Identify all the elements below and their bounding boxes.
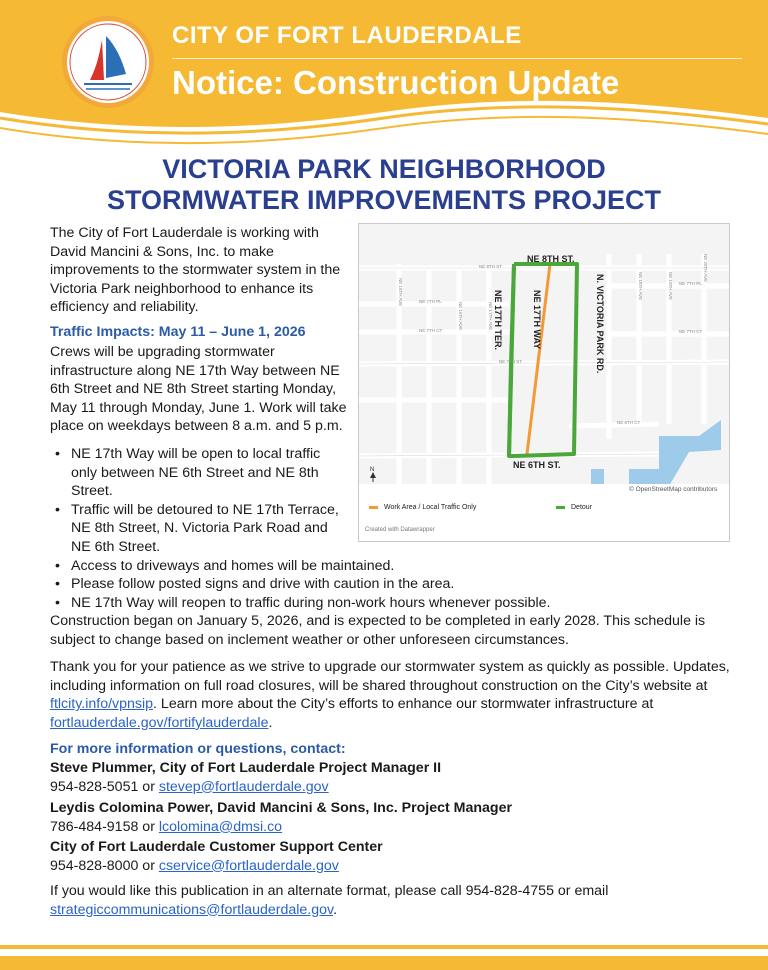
contact-details [50,818,512,837]
label-ne-8th-st: NE 8TH ST. [527,254,575,264]
label-ne-6th-st: NE 6TH ST. [513,460,561,470]
thanks-text-1: Thank you for your patience as we strive to upgrade our stormwater system as quickly as possible. Updates, including information on full road closures, will be shared throughout construction on the City’s website at [50,659,730,694]
small-label-ne-7th-ct-right: NE 7TH CT [679,329,703,334]
project-title-line-2: STORMWATER IMPROVEMENTS PROJECT [106,185,662,215]
map-credit: Created with Datawrapper [365,527,435,533]
small-label-ne-6th-ct: NE 6TH CT [617,420,641,425]
bullet-item: • Please follow posted signs and drive with caution in the area. [50,575,610,594]
north-arrow-label: N [370,467,375,473]
bullet-item: • Traffic will be detoured to NE 17th Terrace, NE 8th Street, N. Victoria Park Road and NE 6th Street. [50,501,341,557]
map-graphic [359,224,729,541]
legend-swatch-green [556,506,565,509]
intro-paragraph: The City of Fort Lauderdale is working with David Mancini & Sons, Inc. to make improvements to the stormwater system in the Victoria Park neighborhood to enhance its efficiency and reliability. [50,225,341,316]
small-label-ne-7th-ct: NE 7TH CT [419,328,443,333]
small-label-ne-16th-ave: NE 16TH AVE [458,302,463,331]
header-banner [0,0,768,150]
small-label-ne-7th-st: NE 7TH ST [499,359,523,364]
contact-details [50,857,383,876]
bullet-item: • Access to driveways and homes will be maintained. [50,557,610,576]
contact-phone: 954-828-8000 [50,857,139,874]
small-label-ne-18th-ave: NE 18TH AVE [638,272,643,301]
contact-block [50,799,512,836]
contact-phone: 954-828-5051 [50,778,139,795]
alternate-end: . [333,901,338,918]
contact-or: or [138,778,159,795]
contact-email-link[interactable]: stevep@fortlauderdale.gov [158,778,329,795]
bullet-item: • NE 17th Way will be open to local traffic only between NE 6th Street and NE 8th Street. [50,445,341,501]
header-divider [172,58,742,59]
legend-detour-label: Detour [571,504,593,511]
contact-name: Steve Plummer, City of Fort Lauderdale Project Manager II [50,760,442,776]
construction-paragraph: Construction began on January 5, 2026, and is expected to be completed in early 2028. This schedule is subject to change based on inclement weather or other unforeseen circumstances. [50,613,706,648]
vpnsip-link[interactable]: ftlcity.info/vpnsip [50,696,154,713]
notice-title: Notice: Construction Update [172,64,620,101]
alternate-text: If you would like this publication in an alternate format, please call 954-828-4755 or email [50,883,609,899]
label-ne-17th-ter: NE 17TH TER. [493,290,503,351]
bullet-item: • NE 17th Way will reopen to traffic during non-work hours whenever possible. [50,594,610,613]
city-name: CITY OF FORT LAUDERDALE [172,22,522,49]
small-label-ne-7th-pl-right: NE 7TH PL [679,281,702,286]
alternate-format-paragraph [50,882,730,919]
small-label-ne-20th-ave: NE 20TH AVE [703,254,708,283]
small-label-ne-7th-pl: NE 7TH PL [419,299,442,304]
legend-swatch-orange [369,506,378,509]
small-label-ne-15th-ave: NE 15TH AVE [398,278,403,307]
traffic-impacts-body: Crews will be upgrading stormwater infrastructure along NE 17th Way between NE 6th Street and NE 8th Street starting Monday, May 11 through Monday, June 1. Work will take place on weekdays between 8 a.m. and 5 p.m. [50,344,347,435]
small-label-ne-8th: NE 8TH ST [479,264,503,269]
detour-map [358,223,730,542]
contact-name: Leydis Colomina Power, David Mancini & Sons, Inc. Project Manager [50,800,512,816]
contact-email-link[interactable]: cservice@fortlauderdale.gov [158,857,339,874]
label-ne-17th-way: NE 17TH WAY [532,290,542,350]
contact-details [50,778,441,797]
city-seal-logo [60,14,156,110]
contact-or: or [138,857,159,874]
legend-work-area [369,504,476,511]
fortify-lauderdale-link[interactable]: fortlauderdale.gov/fortifylauderdale [50,714,269,731]
strategic-communications-email-link[interactable]: strategiccommunications@fortlauderdale.gov [50,901,334,918]
footer-band [0,956,768,970]
contact-phone: 786-484-9158 [50,818,139,835]
contact-block [50,838,383,875]
legend-detour [556,504,592,511]
thanks-text-3: . [268,714,273,731]
label-n-victoria-park-rd: N. VICTORIA PARK RD. [595,274,605,374]
traffic-impacts-heading: Traffic Impacts: May 11 – June 1, 2026 [50,324,306,340]
map-attribution: © OpenStreetMap contributors [629,486,718,493]
contact-block [50,759,441,796]
project-title-line-1: VICTORIA PARK NEIGHBORHOOD [162,154,606,184]
legend-work-area-label: Work Area / Local Traffic Only [384,504,477,511]
footer-divider [0,945,768,949]
contact-name: City of Fort Lauderdale Customer Support Center [50,839,383,855]
thank-you-paragraph [50,658,730,732]
small-label-ne-19th-ave: NE 19TH AVE [668,272,673,301]
thanks-text-2: . Learn more about the City’s efforts to enhance our stormwater infrastructure at [153,696,654,713]
contact-email-link[interactable]: lcolomina@dmsi.co [158,818,283,835]
small-label-ne-17th-ave: NE 17TH AVE [488,302,493,331]
project-title [0,154,768,216]
contact-or: or [138,818,159,835]
contact-heading: For more information or questions, contact: [50,741,346,757]
